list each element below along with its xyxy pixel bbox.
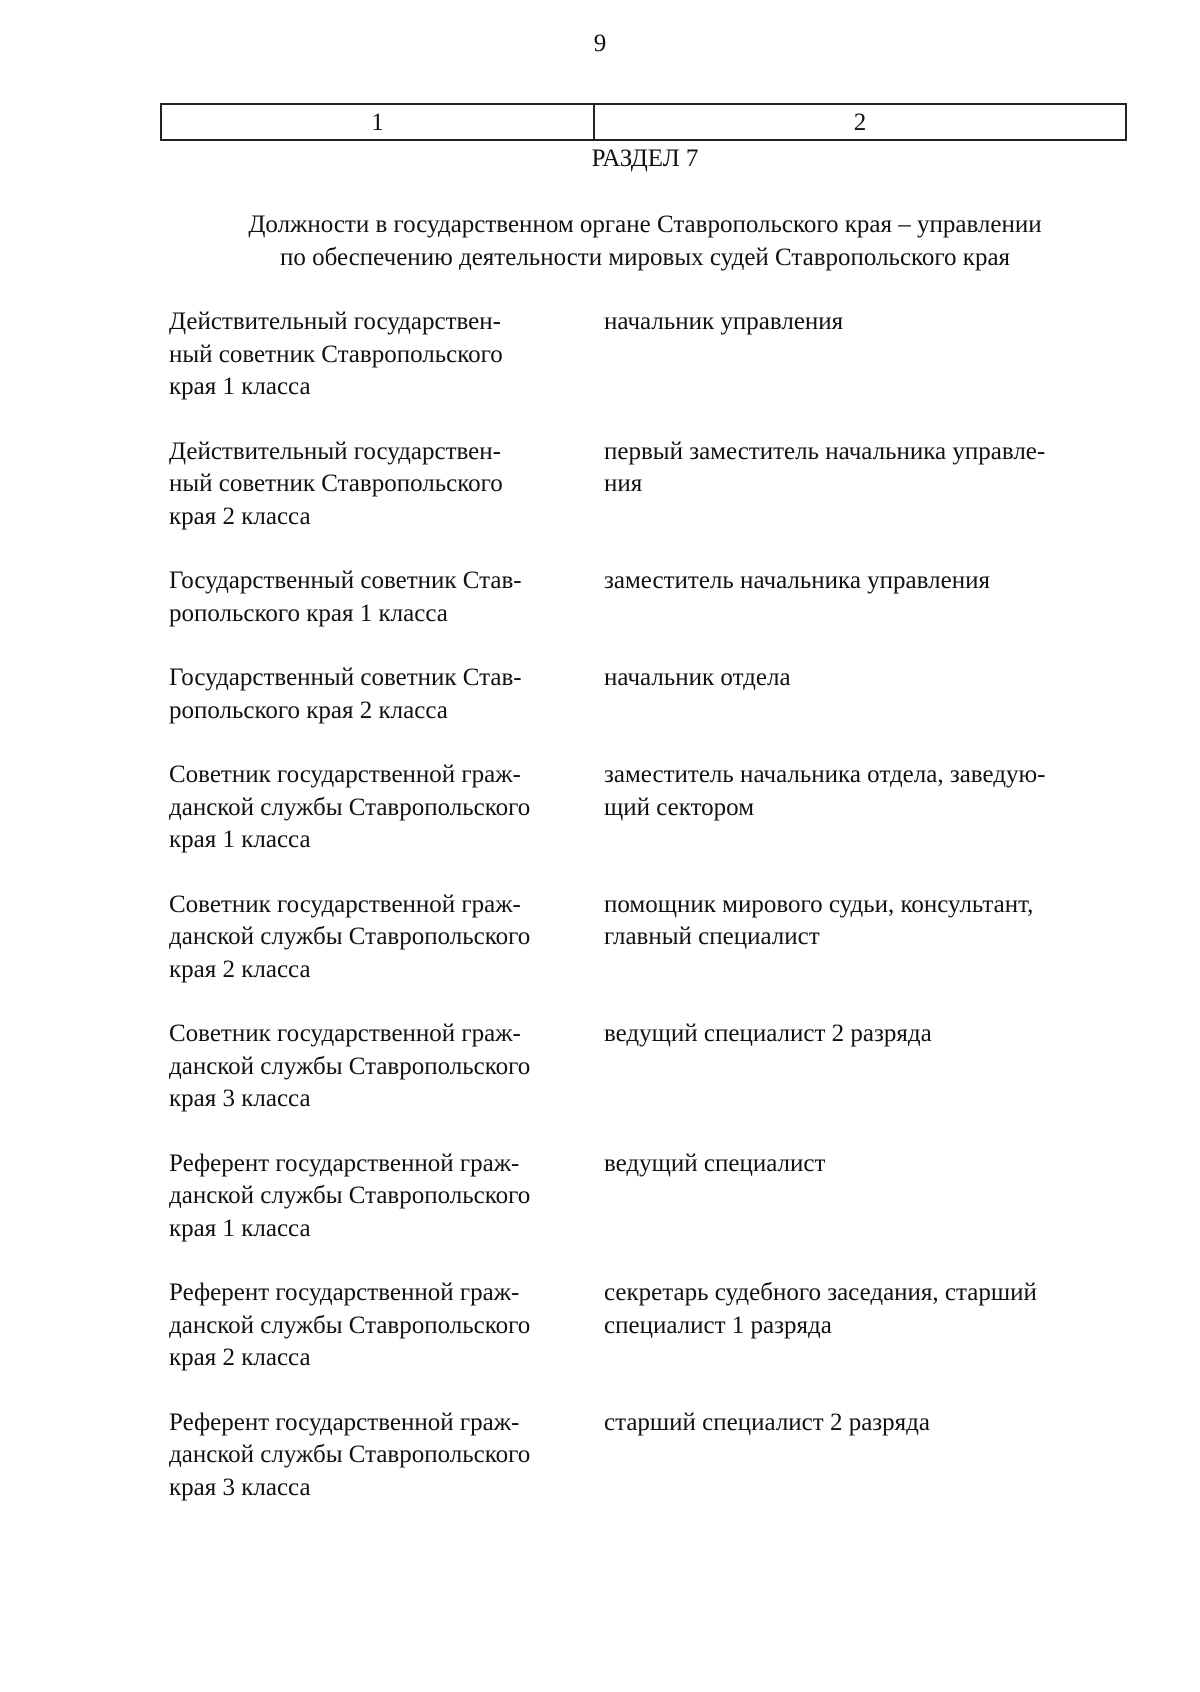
- class-rank-cell: Советник государственной граж- данской службы Ставропольского края 3 класса: [169, 1020, 531, 1112]
- class-rank-cell: Государственный советник Став- ропольского края 2 класса: [169, 664, 522, 724]
- position-row: [0, 889, 1200, 987]
- class-rank-cell: Советник государственной граж- данской службы Ставропольского края 2 класса: [169, 890, 531, 983]
- column-number-2: 2: [853, 109, 867, 136]
- position-row: [0, 565, 1200, 630]
- position-row: [0, 759, 1200, 857]
- position-row: [0, 1148, 1200, 1246]
- column-number-1: 1: [162, 105, 595, 139]
- class-rank-cell: Действительный государствен- ный советник Ставропольского края 2 класса: [169, 437, 503, 530]
- positions-list: [0, 306, 1200, 1504]
- position-row: [0, 662, 1200, 727]
- position-cell: ведущий специалист: [604, 1149, 826, 1177]
- class-rank-cell: Действительный государствен- ный советник Ставропольского края 1 класса: [169, 308, 503, 400]
- position-cell: секретарь судебного заседания, старший специалист 1 разряда: [604, 1279, 1037, 1339]
- position-row: [0, 1407, 1200, 1505]
- position-row: [0, 306, 1200, 404]
- class-rank-cell: Советник государственной граж- данской службы Ставропольского края 1 класса: [169, 761, 531, 853]
- section-title: РАЗДЕЛ 7: [591, 145, 699, 172]
- class-rank-cell: Референт государственной граж- данской службы Ставропольского края 1 класса: [169, 1149, 531, 1242]
- class-rank-cell: Референт государственной граж- данской службы Ставропольского края 3 класса: [169, 1408, 531, 1501]
- page-number: 9: [593, 30, 607, 57]
- position-cell: первый заместитель начальника управле- ния: [604, 437, 1046, 497]
- position-row: [0, 436, 1200, 534]
- position-row: [0, 1018, 1200, 1116]
- position-cell: старший специалист 2 разряда: [604, 1408, 930, 1436]
- class-rank-cell: Референт государственной граж- данской службы Ставропольского края 2 класса: [169, 1279, 531, 1371]
- position-cell: заместитель начальника отдела, заведую- щий сектором: [604, 761, 1046, 821]
- position-cell: заместитель начальника управления: [604, 567, 990, 594]
- position-cell: начальник отдела: [604, 664, 791, 691]
- position-cell: помощник мирового судьи, консультант, главный специалист: [604, 890, 1034, 950]
- class-rank-cell: Государственный советник Став- ропольского края 1 класса: [169, 567, 522, 627]
- position-cell: ведущий специалист 2 разряда: [604, 1020, 932, 1047]
- section-heading: Должности в государственном органе Ставропольского края – управлении по обеспечению деятельности мировых судей Ставропольского края: [248, 211, 1042, 271]
- column-number-header: [160, 103, 1127, 141]
- position-row: [0, 1277, 1200, 1375]
- position-cell: начальник управления: [604, 308, 844, 335]
